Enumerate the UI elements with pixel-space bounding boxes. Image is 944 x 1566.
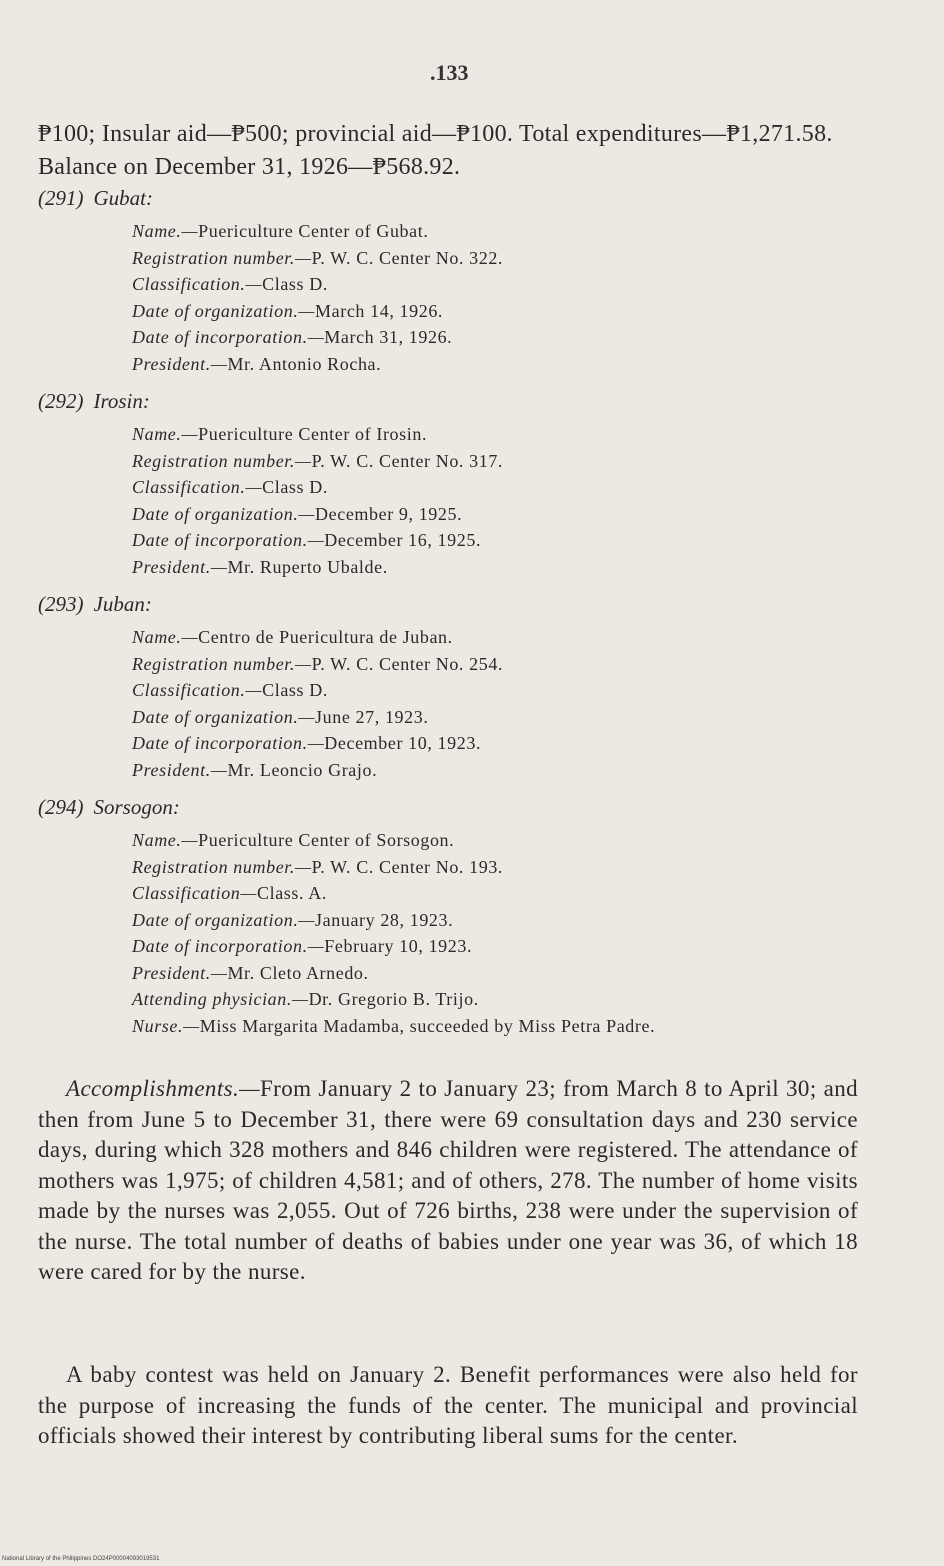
entry-heading [38,184,878,218]
intro-paragraph: ₱100; Insular aid—₱500; provincial aid—₱100. Total expenditures—₱1,271.58. Balance on December 31, 1926—₱568.92. [38,121,833,180]
field-registration: Registration number.—P. W. C. Center No. 317. [132,450,504,471]
entry-number: (292) [38,389,84,413]
accomplishments-text: From January 2 to January 23; from March 8 to April 30; and then from June 5 to December 31, there were 69 consultation days and 230 service days, during which 328 mothers and 846 children were registered. The attendance of mothers was 1,975; of children 4,581; and of others, 278. The number of home visits made by the nurses was 2,055. Out of 726 births, 238 were under the supervision of the nurse. The total number of deaths of babies under one year was 36, of which 18 were cared for by the nurse. [38,1076,858,1284]
field-president: President.—Mr. Ruperto Ubalde. [132,556,388,577]
field-date-incorporation: Date of incorporation.—February 10, 1923. [132,936,473,956]
field-date-incorporation: Date of incorporation.—December 10, 1923. [132,733,482,753]
field-attending-physician: Attending physician.—Dr. Gregorio B. Trijo. [132,989,479,1009]
field-name: Name.—Puericulture Center of Irosin. [132,424,428,444]
entry-number: (291) [38,186,84,210]
field-president: President.—Mr. Leoncio Grajo. [132,759,378,780]
entry-293 [38,590,878,793]
accomplishments-label: Accomplishments.— [66,1076,260,1101]
entry-heading [38,793,878,827]
field-nurse: Nurse.—Miss Margarita Madamba, succeeded by Miss Petra Padre. [132,1015,656,1036]
field-classification: Classification.—Class D. [132,477,328,497]
field-date-organization: Date of organization.—December 9, 1925. [132,503,463,524]
field-date-organization: Date of organization.—January 28, 1923. [132,909,454,930]
field-classification: Classification.—Class D. [132,680,328,700]
entry-place: Juban: [93,592,152,616]
entries-list [38,184,878,1039]
field-date-incorporation: Date of incorporation.—March 31, 1926. [132,327,453,347]
field-registration: Registration number.—P. W. C. Center No. 193. [132,856,504,877]
entry-place: Irosin: [93,389,150,413]
field-name: Name.—Centro de Puericultura de Juban. [132,627,453,647]
entry-number: (293) [38,592,84,616]
field-name: Name.—Puericulture Center of Gubat. [132,221,429,241]
footer-credit: National Library of the Philippines DO24P00004093019531 [2,1556,160,1562]
field-registration: Registration number.—P. W. C. Center No. 254. [132,653,504,674]
accomplishments-paragraph [38,1074,858,1288]
closing-paragraph: A baby contest was held on January 2. Benefit performances were also held for the purpose of increasing the funds of the center. The municipal and provincial officials showed their interest by contributing liberal sums for the center. [38,1362,858,1448]
entry-place: Sorsogon: [93,795,180,819]
entry-292 [38,387,878,590]
field-president: President.—Mr. Cleto Arnedo. [132,962,369,983]
field-name: Name.—Puericulture Center of Sorsogon. [132,830,455,850]
entry-heading [38,387,878,421]
field-date-organization: Date of organization.—June 27, 1923. [132,706,429,727]
page-number: .133 [430,60,469,85]
field-date-incorporation: Date of incorporation.—December 16, 1925. [132,530,482,550]
field-registration: Registration number.—P. W. C. Center No. 322. [132,247,504,268]
entry-number: (294) [38,795,84,819]
entry-heading [38,590,878,624]
entry-294 [38,793,878,1039]
entry-place: Gubat: [93,186,153,210]
field-classification: Classification.—Class D. [132,274,328,294]
entry-291 [38,184,878,387]
field-classification: Classification—Class. A. [132,883,327,903]
field-president: President.—Mr. Antonio Rocha. [132,353,382,374]
field-date-organization: Date of organization.—March 14, 1926. [132,300,444,321]
